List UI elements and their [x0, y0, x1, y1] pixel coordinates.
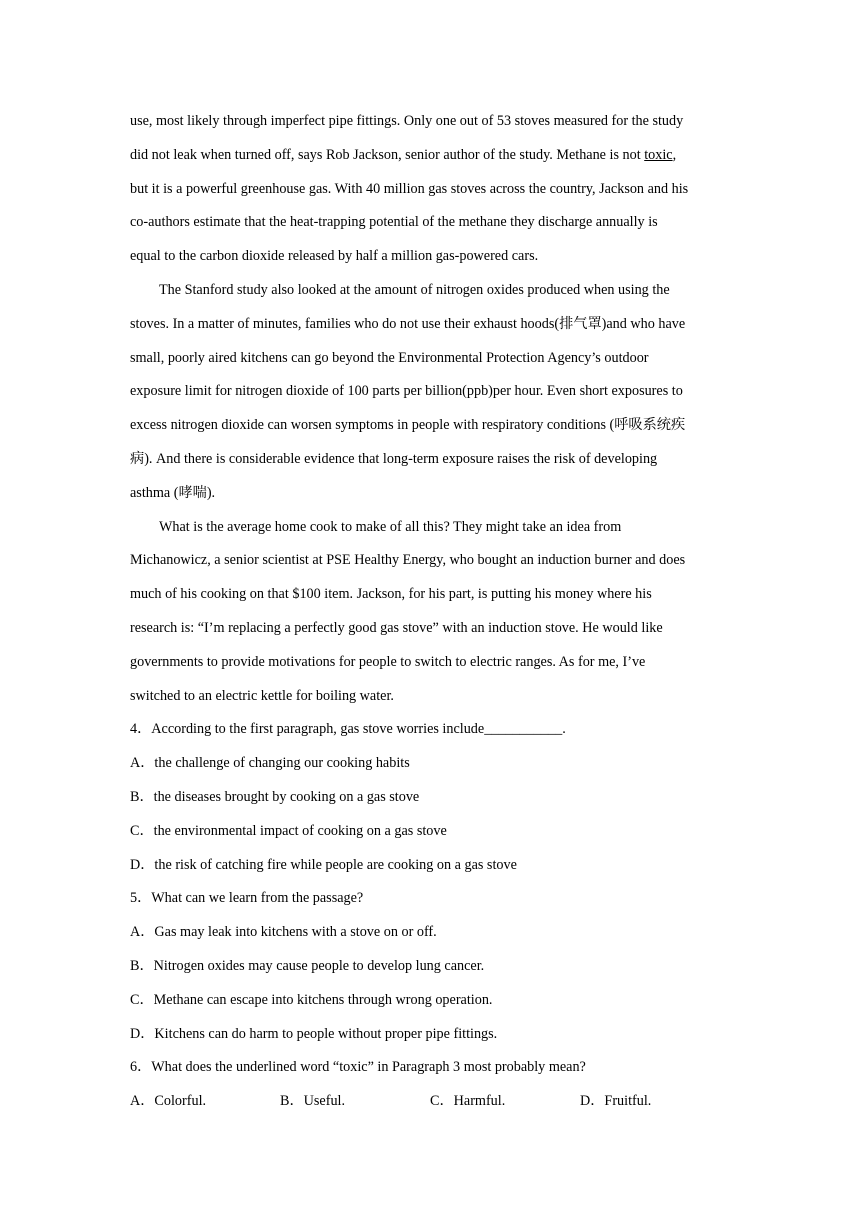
text-segment: ,	[672, 146, 677, 163]
text-line: co-authors estimate that the heat-trapping potential of the methane they discharge annually is	[130, 214, 658, 231]
answer-option: A．Colorful.	[130, 1093, 207, 1110]
passage-paragraph-3	[130, 511, 728, 714]
answer-option: A．the challenge of changing our cooking habits	[130, 755, 410, 772]
text-line: asthma (哮喘).	[130, 484, 216, 501]
text-line: Michanowicz, a senior scientist at PSE Healthy Energy, who bought an induction burner and does	[130, 552, 686, 569]
text-line: research is: “I’m replacing a perfectly good gas stove” with an induction stove. He would like	[130, 619, 663, 636]
question-stem: 4．According to the first paragraph, gas stove worries include___________.	[130, 721, 566, 738]
text-line: use, most likely through imperfect pipe fittings. Only one out of 53 stoves measured for the study	[130, 113, 684, 129]
document-page	[130, 105, 728, 1119]
text-line: governments to provide motivations for people to switch to electric ranges. As for me, I’ve	[130, 653, 646, 670]
text-line: excess nitrogen dioxide can worsen symptoms in people with respiratory conditions (呼吸系统疾	[130, 417, 686, 434]
answer-option: C．Methane can escape into kitchens through wrong operation.	[130, 991, 493, 1008]
text-line: equal to the carbon dioxide released by half a million gas-powered cars.	[130, 248, 539, 265]
answer-option: C．Harmful.	[430, 1093, 506, 1110]
text-line	[130, 139, 728, 173]
text-line: stoves. In a matter of minutes, families who do not use their exhaust hoods(排气罩)and who have	[130, 315, 686, 332]
text-line: much of his cooking on that $100 item. Jackson, for his part, is putting his money where his	[130, 586, 652, 603]
text-line: switched to an electric kettle for boiling water.	[130, 687, 394, 704]
answer-options-row	[130, 1085, 728, 1119]
text-line: exposure limit for nitrogen dioxide of 100 parts per billion(ppb)per hour. Even short exposures to	[130, 383, 683, 400]
answer-option: D．the risk of catching fire while people are cooking on a gas stove	[130, 856, 517, 873]
text-line: but it is a powerful greenhouse gas. With 40 million gas stoves across the country, Jackson and his	[130, 180, 689, 197]
passage-paragraph-1	[130, 105, 728, 274]
answer-option: B．Nitrogen oxides may cause people to develop lung cancer.	[130, 957, 485, 974]
text-segment: did not leak when turned off, says Rob Jackson, senior author of the study. Methane is not	[130, 146, 645, 163]
text-line: 病). And there is considerable evidence that long-term exposure raises the risk of developing	[130, 450, 658, 467]
answer-option: B．the diseases brought by cooking on a gas stove	[130, 788, 420, 805]
text-line: small, poorly aired kitchens can go beyond the Environmental Protection Agency’s outdoor	[130, 349, 649, 366]
answer-option: D．Fruitful.	[580, 1093, 652, 1110]
question-stem: 5．What can we learn from the passage?	[130, 890, 364, 907]
answer-option: C．the environmental impact of cooking on a gas stove	[130, 822, 447, 839]
answer-option: D．Kitchens can do harm to people without proper pipe fittings.	[130, 1025, 498, 1042]
underlined-word-toxic: toxic	[644, 146, 673, 163]
question-6	[130, 1051, 728, 1119]
question-5	[130, 882, 728, 1051]
answer-option: A．Gas may leak into kitchens with a stove on or off.	[130, 924, 437, 941]
question-stem: 6．What does the underlined word “toxic” in Paragraph 3 most probably mean?	[130, 1059, 586, 1076]
answer-option: B．Useful.	[280, 1093, 346, 1110]
text-line: The Stanford study also looked at the amount of nitrogen oxides produced when using the	[159, 281, 670, 298]
question-4	[130, 713, 728, 882]
text-line: What is the average home cook to make of all this? They might take an idea from	[159, 518, 622, 535]
passage-paragraph-2	[130, 274, 728, 511]
